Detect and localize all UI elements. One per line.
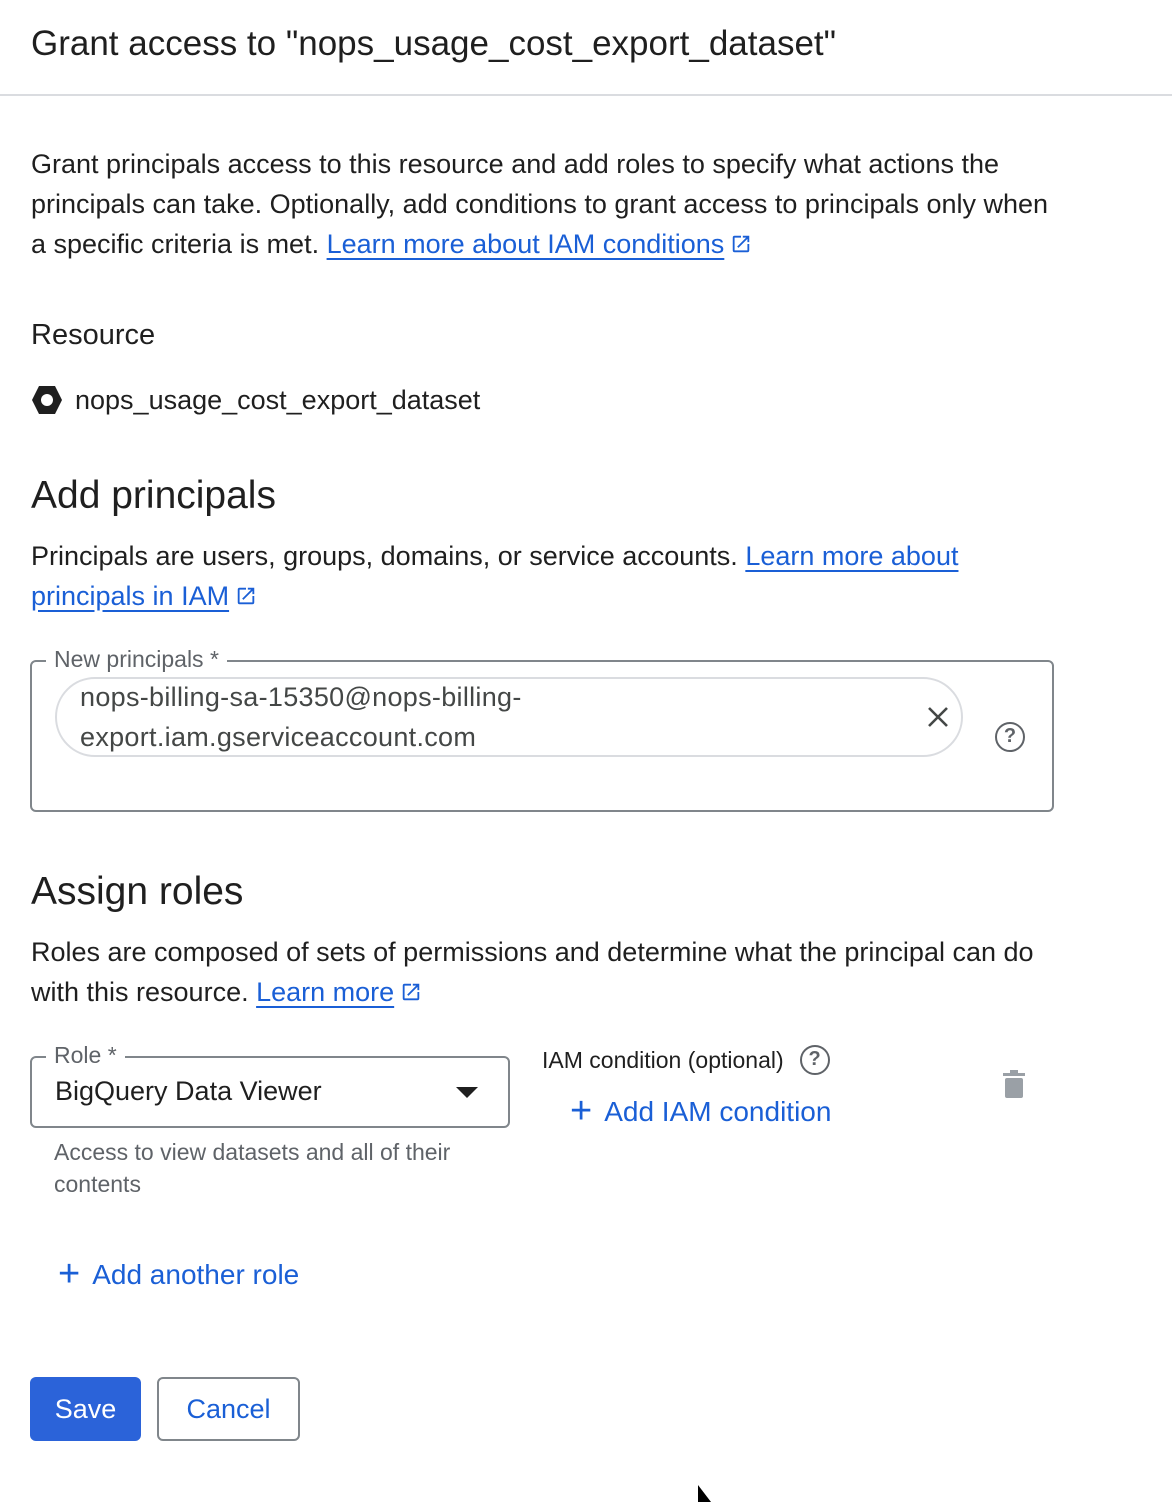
mouse-cursor-icon (697, 1485, 715, 1502)
add-principals-heading: Add principals (31, 474, 276, 517)
principals-link[interactable]: Learn more about principals in IAM (31, 541, 959, 611)
external-link-icon (400, 981, 422, 1003)
chip-line-2: export.iam.gserviceaccount.com (80, 722, 477, 752)
new-principals-field[interactable] (30, 646, 1054, 812)
iam-condition-label: IAM condition (optional) (542, 1046, 784, 1073)
roles-learn-more-link[interactable]: Learn more (256, 977, 395, 1007)
divider (0, 94, 1172, 96)
dropdown-arrow-icon (456, 1087, 478, 1099)
role-select[interactable] (30, 1042, 510, 1128)
plus-icon: + (58, 1253, 81, 1295)
external-link-icon (235, 585, 257, 607)
resource-heading: Resource (31, 319, 156, 351)
new-principals-label: New principals * (46, 646, 227, 673)
save-button[interactable]: Save (30, 1377, 141, 1441)
role-value: BigQuery Data Viewer (55, 1076, 322, 1106)
remove-chip-icon[interactable] (927, 706, 949, 728)
external-link-icon (730, 233, 752, 255)
dataset-icon (31, 385, 63, 415)
add-another-role-label: Add another role (92, 1258, 300, 1290)
intro-text (31, 144, 1061, 264)
condition-help-icon[interactable]: ? (800, 1045, 830, 1075)
plus-icon: + (570, 1090, 593, 1132)
roles-text (31, 932, 1061, 1012)
principals-text (31, 536, 1031, 616)
help-icon[interactable]: ? (995, 722, 1025, 752)
assign-roles-heading: Assign roles (31, 870, 244, 913)
intro-body: Grant principals access to this resource and add roles to specify what actions the principals can take. Optionally, add conditions to grant access to principals only when a specific criteria is met. (31, 149, 1049, 259)
iam-conditions-link[interactable]: Learn more about IAM conditions (326, 229, 725, 259)
add-iam-condition-label: Add IAM condition (604, 1095, 832, 1127)
cancel-button[interactable]: Cancel (157, 1377, 300, 1441)
add-iam-condition-button[interactable] (570, 1090, 831, 1133)
dialog-title: Grant access to "nops_usage_cost_export_dataset" (31, 24, 837, 63)
add-another-role-button[interactable] (58, 1253, 299, 1296)
chip-line-1: nops-billing-sa-15350@nops-billing- (80, 682, 522, 712)
roles-body: Roles are composed of sets of permissions and determine what the principal can do with this resource. (31, 937, 1034, 1007)
resource-name: nops_usage_cost_export_dataset (75, 385, 481, 415)
principals-body: Principals are users, groups, domains, or service accounts. (31, 541, 746, 571)
principal-chip (55, 677, 963, 757)
delete-role-icon[interactable] (1003, 1070, 1025, 1098)
role-label: Role * (46, 1042, 125, 1069)
role-description: Access to view datasets and all of their contents (54, 1139, 451, 1197)
